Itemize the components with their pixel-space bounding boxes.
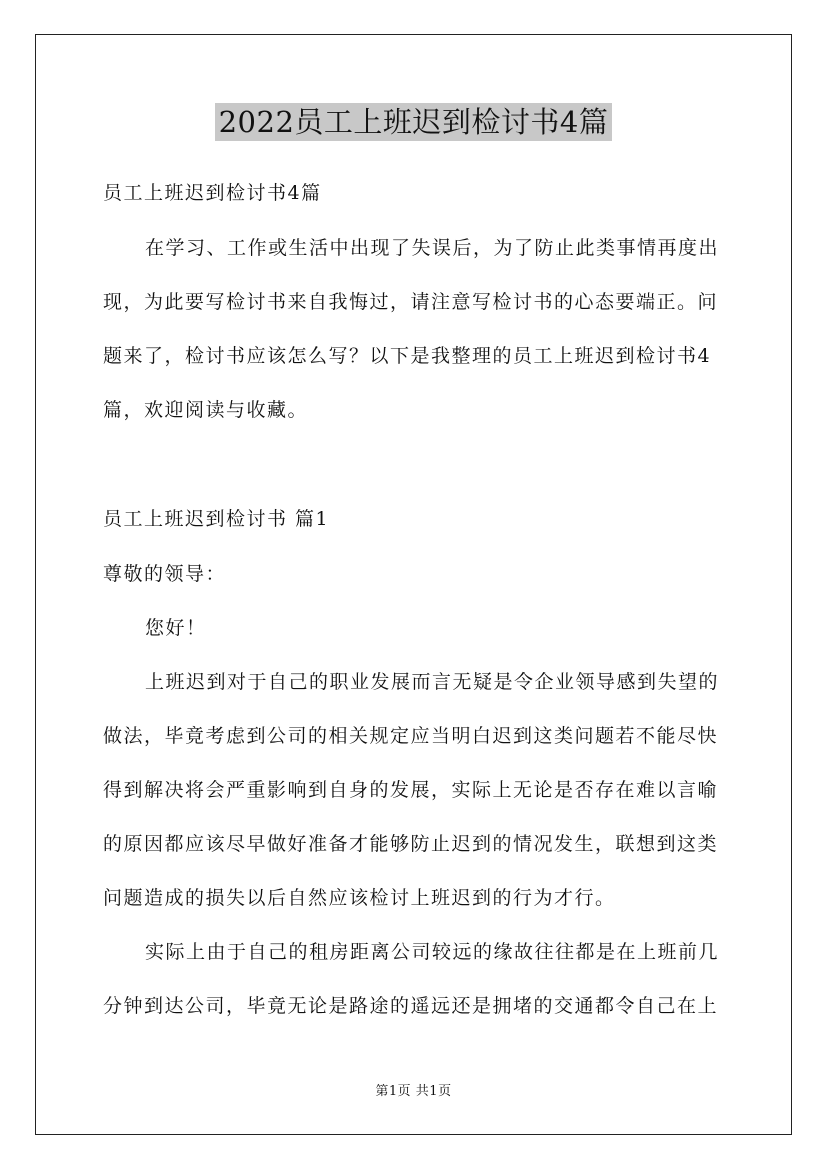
para1-line-4: 的原因都应该尽早做好准备才能够防止迟到的情况发生，联想到这类 bbox=[103, 833, 719, 855]
intro-line-1: 在学习、工作或生活中出现了失误后，为了防止此类事情再度出 bbox=[145, 237, 720, 259]
salutation: 尊敬的领导： bbox=[103, 563, 227, 585]
greeting: 您好！ bbox=[145, 617, 207, 639]
page-footer: 第1页 共1页 bbox=[375, 1084, 452, 1099]
intro-line-3: 题来了，检讨书应该怎么写？以下是我整理的员工上班迟到检讨书4 bbox=[103, 345, 712, 367]
para2-line-2: 分钟到达公司，毕竟无论是路途的遥远还是拥堵的交通都令自己在上 bbox=[103, 995, 719, 1017]
section-heading: 员工上班迟到检讨书 篇1 bbox=[103, 508, 330, 530]
para1-line-2: 做法，毕竟考虑到公司的相关规定应当明白迟到这类问题若不能尽快 bbox=[103, 725, 719, 747]
para2-line-1: 实际上由于自己的租房距离公司较远的缘故往往都是在上班前几 bbox=[145, 941, 720, 963]
document-subtitle: 员工上班迟到检讨书4篇 bbox=[103, 182, 322, 204]
intro-line-4: 篇，欢迎阅读与收藏。 bbox=[103, 399, 309, 421]
title-container bbox=[0, 103, 827, 141]
document-title: 2022员工上班迟到检讨书4篇 bbox=[215, 103, 613, 141]
para1-line-1: 上班迟到对于自己的职业发展而言无疑是令企业领导感到失望的 bbox=[145, 671, 720, 693]
intro-line-2: 现，为此要写检讨书来自我悔过，请注意写检讨书的心态要端正。问 bbox=[103, 291, 719, 313]
para1-line-3: 得到解决将会严重影响到自身的发展，实际上无论是否存在难以言喻 bbox=[103, 779, 719, 801]
para1-line-5: 问题造成的损失以后自然应该检讨上班迟到的行为才行。 bbox=[103, 887, 616, 909]
